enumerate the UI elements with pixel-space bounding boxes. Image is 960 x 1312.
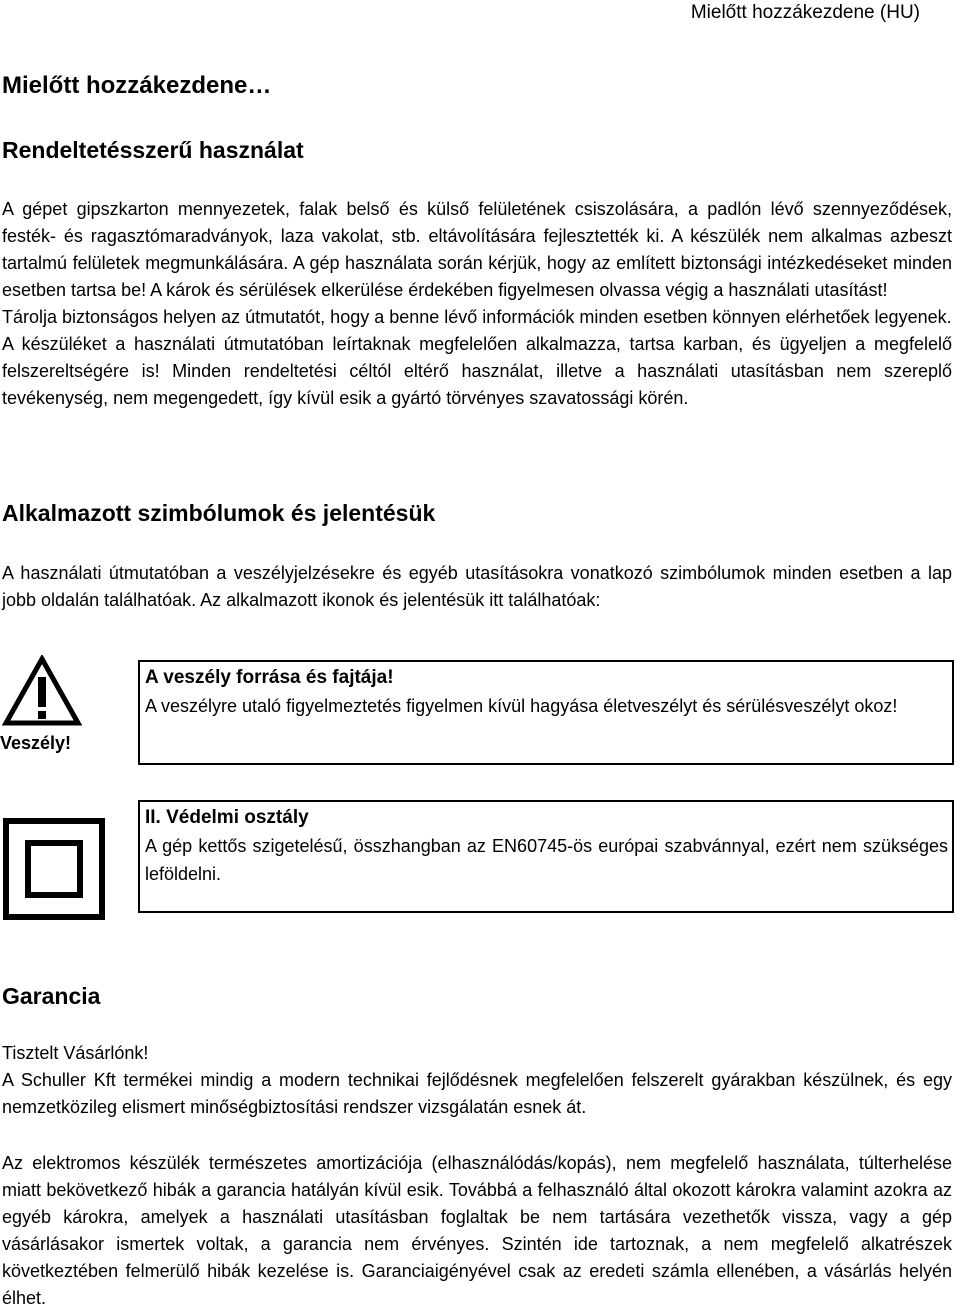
class-ii-double-square-icon — [3, 818, 105, 920]
warranty-paragraph-1: A Schuller Kft termékei mindig a modern technikai fejlődésnek megfelelően felszerelt gyárakban készülnek, és egy nemzetközileg elismert minőségbiztosítási rendszer vizsgálatán esnek át. — [2, 1070, 952, 1117]
intended-use-paragraph-2: Tárolja biztonságos helyen az útmutatót, hogy a benne lévő információk minden esetben könnyen elérhetőek legyenek. — [2, 307, 952, 327]
intended-use-paragraph-3: A készüléket a használati útmutatóban leírtaknak megfelelően alkalmazza, tartsa karban, és ügyeljen a megfelelő felszereltségére is! Minden rendeltetési céltól eltérő használat, illetve a használati utasításban nem szereplő tevékenység, nem megengedett, így kívül esik a gyártó törvényes szavatossági körén. — [2, 334, 952, 408]
warranty-intro — [2, 1040, 952, 1121]
symbols-intro: A használati útmutatóban a veszélyjelzésekre és egyéb utasításokra vonatkozó szimbólumok minden esetben a lap jobb oldalán találhatóak. Az alkalmazott ikonok és jelentésük itt találhatóak: — [2, 563, 952, 610]
class-ii-title: II. Védelmi osztály — [145, 807, 309, 828]
warning-text: A veszélyre utaló figyelmeztetés figyelmen kívül hagyása életveszélyt és sérülésveszélyt okoz! — [145, 696, 898, 716]
page-title: Mielőtt hozzákezdene… — [2, 72, 272, 99]
warning-label: Veszély! — [0, 733, 72, 753]
warning-description-box — [138, 660, 954, 765]
intended-use-text — [2, 196, 952, 412]
warranty-greeting: Tisztelt Vásárlónk! — [2, 1043, 149, 1063]
class-ii-description-box — [138, 800, 954, 913]
running-header: Mielőtt hozzákezdene (HU) — [690, 2, 920, 23]
warning-triangle-icon — [2, 655, 82, 727]
section-heading-symbols: Alkalmazott szimbólumok és jelentésük — [2, 500, 436, 526]
intended-use-paragraph-1: A gépet gipszkarton mennyezetek, falak belső és külső felületének csiszolására, a padlón lévő szennyeződések, festék- és ragasztómaradványok, laza vakolat, stb. eltávolítására fejlesztették ki. A készülék nem alkalmas azbeszt tartalmú felületek megmunkálására. A gép használata során kérjük, hogy az említett biztonsági intézkedéseket minden esetben tartsa be! A károk és sérülések elkerülése érdekében figyelmesen olvassa végig a használati utasítást! — [2, 199, 952, 300]
section-heading-intended-use: Rendeltetésszerű használat — [2, 137, 304, 163]
warning-title: A veszély forrása és fajtája! — [145, 667, 394, 688]
section-heading-warranty: Garancia — [2, 983, 101, 1009]
class-ii-text: A gép kettős szigetelésű, összhangban az EN60745-ös európai szabvánnyal, ezért nem szükséges leföldelni. — [145, 836, 948, 884]
warranty-paragraph-2: Az elektromos készülék természetes amortizációja (elhasználódás/kopás), nem megfelelő használata, túlterhelése miatt bekövetkező hibák a garancia hatályán kívül esik. Továbbá a felhasználó által okozott károkra valamint azokra az egyéb károkra, amelyek a használati utasításban foglaltak be nem tartására vezethetők vissza, vagy a gép vásárlásakor ismertek voltak, a garancia nem érvényes. Szintén ide tartoznak, a nem megfelelő alkatrészek következtében felmerülő hibák kezelése is. Garanciaigényével csak az eredeti számla ellenében, a vásárlás helyén élhet. — [2, 1153, 952, 1308]
